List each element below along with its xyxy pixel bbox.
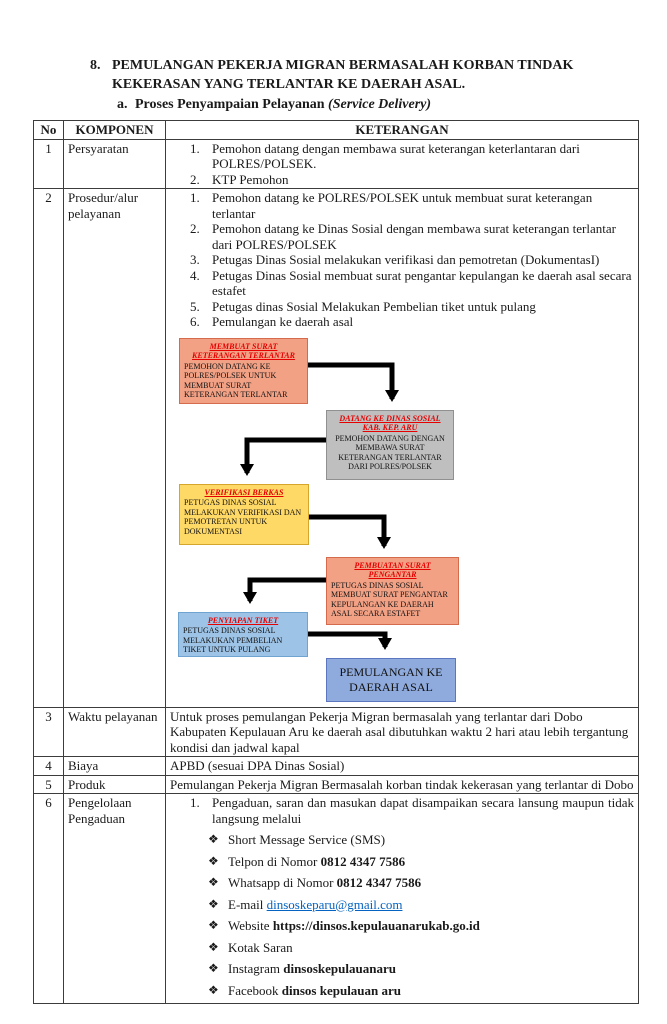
diamond-bullet-icon: ❖ — [208, 853, 219, 868]
channel-label: Short Message Service (SMS) — [228, 832, 386, 847]
channel-text — [228, 875, 421, 891]
heading-title — [112, 56, 573, 94]
row6-detail — [166, 794, 639, 1004]
step-title: MEMBUAT SURAT KETERANGAN TERLANTAR — [192, 341, 295, 360]
row3-number: 3 — [34, 707, 64, 757]
diamond-bullet-icon: ❖ — [208, 832, 219, 846]
channel-text — [228, 983, 401, 999]
list-item — [170, 141, 634, 172]
row5-component: Produk — [64, 775, 166, 794]
list-item — [170, 268, 634, 299]
row1-detail — [166, 139, 639, 189]
step-title: VERIFIKASI BERKAS — [204, 487, 284, 497]
arrow-step1-step2 — [308, 365, 392, 399]
row1-number: 1 — [34, 139, 64, 189]
channel-text — [228, 918, 480, 934]
flowchart-step-verifikasi — [179, 484, 309, 545]
list-item — [170, 172, 634, 188]
channel-label: Whatsapp di Nomor — [228, 875, 337, 890]
email-link[interactable]: dinsoskeparu@gmail.com — [266, 896, 403, 912]
channel-label: Instagram — [228, 961, 284, 976]
arrow-step4-step5 — [250, 580, 326, 601]
channel-label: Website — [228, 918, 273, 933]
channel-value: 0812 4347 7586 — [336, 875, 422, 890]
table-row — [34, 139, 639, 189]
subheading — [117, 95, 647, 114]
channel-label: Facebook — [228, 982, 282, 998]
table-row — [34, 757, 639, 776]
row2-component: Prosedur/alur pelayanan — [64, 189, 166, 708]
subheading-label: Proses Penyampaian Pelayanan — [135, 97, 329, 112]
table-row — [34, 707, 639, 757]
list-item — [170, 252, 634, 268]
flowchart-step-penyiapan-tiket — [178, 612, 308, 657]
row6-component: Pengelolaan Pengaduan — [64, 794, 166, 1004]
arrow-step3-step4 — [308, 517, 384, 546]
list-text: Petugas dinas Sosial Melakukan Pembelian tiket untuk pulang — [212, 298, 536, 314]
service-table — [33, 120, 639, 1004]
header-keterangan: KETERANGAN — [166, 121, 639, 140]
heading-line2: KEKERASAN YANG TERLANTAR KE DAERAH ASAL. — [112, 77, 466, 92]
subheading-text — [135, 95, 431, 114]
list-number: 2. — [190, 221, 200, 236]
channel-facebook — [170, 983, 634, 999]
step-body: PEMOHON DATANG DENGAN MEMBAWA SURAT KETERANGAN TERLANTAR DARI POLRES/POLSEK — [335, 433, 445, 471]
channel-sms — [170, 832, 634, 848]
channel-value: dinsoskepulauanaru — [283, 961, 396, 976]
row3-component: Waktu pelayanan — [64, 707, 166, 757]
list-text: Pengaduan, saran dan masukan dapat disampaikan secara lansung maupun tidak langsung melalui — [212, 795, 634, 826]
row4-component: Biaya — [64, 757, 166, 776]
list-item — [170, 221, 634, 252]
row5-detail: Pemulangan Pekerja Migran Bermasalah korban tindak kekerasan yang terlantar di Dobo — [166, 775, 639, 794]
list-item — [170, 299, 634, 315]
diamond-bullet-icon: ❖ — [208, 939, 219, 954]
row1-component: Persyaratan — [64, 139, 166, 189]
list-text: KTP Pemohon — [212, 171, 289, 187]
row2-detail — [166, 189, 639, 708]
channel-email — [170, 897, 634, 913]
final-label: PEMULANGAN KE DAERAH ASAL — [339, 665, 443, 694]
channel-value: dinsos kepulauan aru — [281, 982, 402, 998]
diamond-bullet-icon: ❖ — [208, 982, 219, 997]
list-text: Pemohon datang dengan membawa surat keterangan keterlantaran dari POLRES/POLSEK. — [212, 140, 580, 171]
table-header-row — [34, 121, 639, 140]
row3-detail: Untuk proses pemulangan Pekerja Migran bermasalah yang terlantar dari Dobo Kabupaten Kepulauan Aru ke daerah asal dibutuhkan waktu 2 hari atau lebih tergantung kondisi dan jadwal kapal — [166, 707, 639, 757]
row4-number: 4 — [34, 757, 64, 776]
list-text: Pemohon datang ke POLRES/POLSEK untuk membuat surat keterangan terlantar — [212, 190, 593, 221]
diamond-bullet-icon: ❖ — [208, 918, 219, 932]
row6-number: 6 — [34, 794, 64, 1004]
step-body: PETUGAS DINAS SOSIAL MEMBUAT SURAT PENGANTAR KEPULANGAN KE DAERAH ASAL SECARA ESTAFET — [331, 580, 448, 618]
channel-label: E-mail — [228, 896, 267, 912]
list-number: 1. — [190, 140, 200, 156]
channel-instagram — [170, 961, 634, 977]
step-title: PEMBUATAN SURAT PENGANTAR — [354, 560, 431, 579]
list-number: 1. — [190, 190, 200, 205]
document-heading — [0, 0, 667, 114]
list-number: 3. — [190, 252, 200, 267]
channel-value: 0812 4347 7586 — [320, 853, 406, 869]
list-number: 4. — [190, 267, 200, 283]
step-title: DATANG KE DINAS SOSIAL KAB. KEP. ARU — [339, 413, 441, 432]
channel-whatsapp — [170, 875, 634, 891]
heading-number: 8. — [90, 58, 101, 73]
table-row — [34, 794, 639, 1004]
list-text: Petugas Dinas Sosial melakukan verifikasi dan pemotretan (DokumentasI) — [212, 252, 600, 267]
channel-text — [228, 854, 405, 870]
subheading-italic: (Service Delivery) — [328, 97, 432, 112]
complaint-intro — [170, 795, 634, 826]
row4-detail: APBD (sesuai DPA Dinas Sosial) — [166, 757, 639, 776]
list-item — [170, 190, 634, 221]
arrow-step2-step3 — [247, 440, 326, 473]
list-item — [170, 314, 634, 330]
header-komponen: KOMPONEN — [64, 121, 166, 140]
flowchart-step-surat-pengantar — [326, 557, 459, 625]
procedure-flowchart — [170, 332, 634, 706]
channel-label: Telpon di Nomor — [228, 853, 321, 869]
channel-value: https://dinsos.kepulauanarukab.go.id — [272, 918, 480, 933]
list-text: Petugas Dinas Sosial membuat surat pengantar kepulangan ke daerah asal secara estafet — [212, 267, 632, 298]
list-number: 5. — [190, 298, 200, 314]
channel-text — [228, 897, 402, 913]
list-text: Pemulangan ke daerah asal — [212, 314, 354, 329]
arrow-step5-final — [308, 634, 385, 647]
channel-text — [228, 961, 396, 977]
diamond-bullet-icon: ❖ — [208, 896, 219, 911]
diamond-bullet-icon: ❖ — [208, 961, 219, 975]
diamond-bullet-icon: ❖ — [208, 875, 219, 889]
step-title: PENYIAPAN TIKET — [207, 615, 279, 625]
subheading-letter: a. — [117, 97, 128, 112]
step-body: PEMOHON DATANG KE POLRES/POLSEK UNTUK MEMBUAT SURAT KETERANGAN TERLANTAR — [184, 361, 288, 399]
step-body: PETUGAS DINAS SOSIAL MELAKUKAN PEMBELIAN TIKET UNTUK PULANG — [183, 626, 283, 654]
channel-website — [170, 918, 634, 934]
heading-line1: PEMULANGAN PEKERJA MIGRAN BERMASALAH KORBAN TINDAK — [112, 58, 574, 73]
list-number: 2. — [190, 171, 200, 187]
header-no: No — [34, 121, 64, 140]
channel-telpon — [170, 854, 634, 870]
list-number: 6. — [190, 314, 200, 329]
flowchart-final-pemulangan — [326, 658, 456, 702]
channel-text — [228, 832, 385, 848]
table-row — [34, 775, 639, 794]
step-body: PETUGAS DINAS SOSIAL MELAKUKAN VERIFIKASI DAN PEMOTRETAN UNTUK DOKUMENTASI — [184, 498, 302, 536]
row2-number: 2 — [34, 189, 64, 708]
row5-number: 5 — [34, 775, 64, 794]
channel-label: Kotak Saran — [228, 939, 293, 955]
channel-text — [228, 940, 293, 956]
flowchart-step-datang-dinsos — [326, 410, 454, 480]
list-number: 1. — [190, 795, 200, 810]
list-text: Pemohon datang ke Dinas Sosial dengan membawa surat keterangan terlantar dari POLRES/POLSEK — [212, 221, 616, 252]
flowchart-step-membuat-surat — [179, 338, 308, 404]
channel-kotak-saran — [170, 940, 634, 956]
table-row — [34, 189, 639, 708]
